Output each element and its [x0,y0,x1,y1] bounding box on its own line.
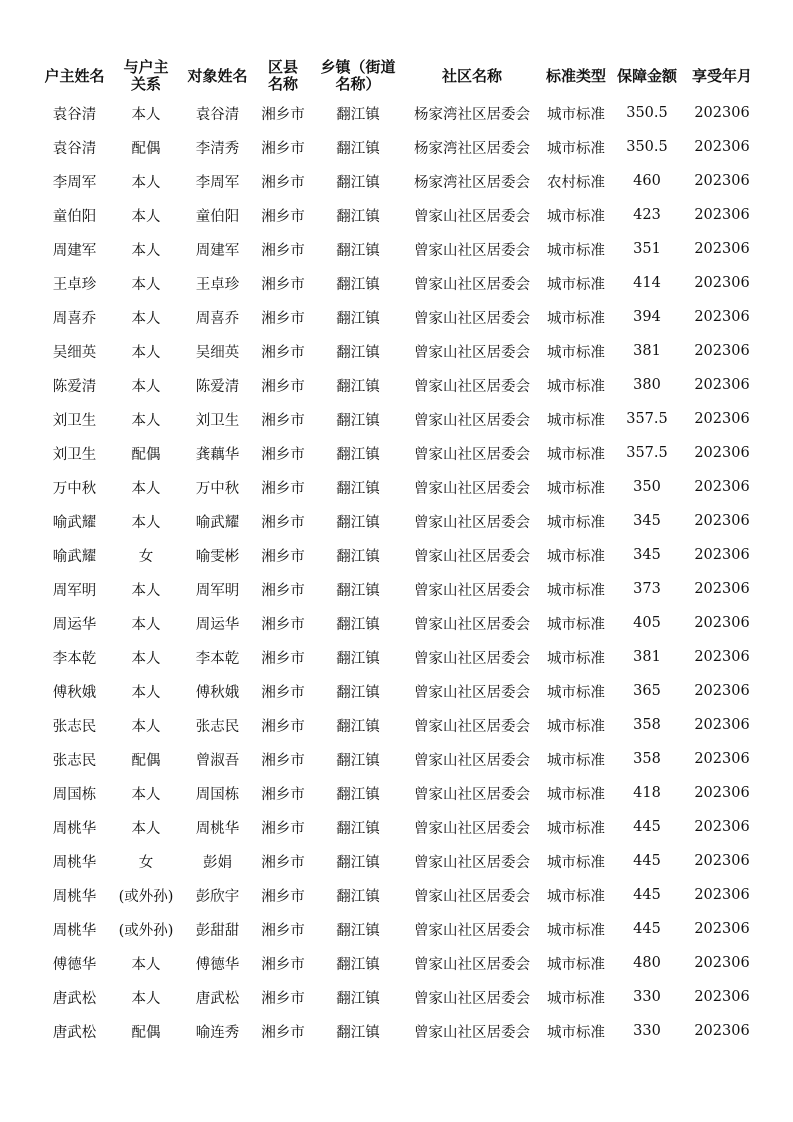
community-cell: 曾家山社区居委会 [414,650,530,667]
object-name-cell: 龚藕华 [195,446,240,463]
amount-cell: 330 [633,989,661,1005]
town-cell: 翻江镇 [336,582,380,599]
period-cell: 202306 [694,717,750,733]
owner-name-cell: 周运华 [52,616,97,633]
county-cell: 湘乡市 [261,378,305,395]
object-name-cell: 彭欣宇 [195,888,240,905]
owner-name-cell: 唐武松 [52,990,97,1007]
town-cell: 翻江镇 [336,480,380,497]
town-cell: 翻江镇 [336,548,380,565]
county-cell: 湘乡市 [261,276,305,293]
county-cell: 湘乡市 [261,310,305,327]
owner-name-cell: 傅德华 [52,956,97,973]
community-cell: 曾家山社区居委会 [414,718,530,735]
community-cell: 曾家山社区居委会 [414,820,530,837]
town-cell: 翻江镇 [336,140,380,157]
relation-cell: 配偶 [131,1024,161,1041]
standard-type-cell: 城市标准 [547,956,605,973]
town-cell: 翻江镇 [336,310,380,327]
period-cell: 202306 [694,887,750,903]
object-name-cell: 喻武耀 [195,514,240,531]
object-name-cell: 傅德华 [195,956,240,973]
community-cell: 曾家山社区居委会 [414,446,530,463]
standard-type-cell: 城市标准 [547,276,605,293]
period-cell: 202306 [694,309,750,325]
relation-cell: 本人 [131,174,161,191]
period-cell: 202306 [694,105,750,121]
owner-name-cell: 万中秋 [52,480,97,497]
standard-type-cell: 城市标准 [547,888,605,905]
standard-type-cell: 城市标准 [547,412,605,429]
county-cell: 湘乡市 [261,922,305,939]
owner-name-cell: 张志民 [52,718,97,735]
relation-cell: 配偶 [131,446,161,463]
amount-cell: 460 [633,173,661,189]
header-amount: 保障金额 [616,66,677,85]
period-cell: 202306 [694,751,750,767]
county-cell: 湘乡市 [261,480,305,497]
community-cell: 曾家山社区居委会 [414,922,530,939]
table-row [38,640,762,674]
community-cell: 曾家山社区居委会 [414,548,530,565]
county-cell: 湘乡市 [261,820,305,837]
relation-cell: 本人 [131,276,161,293]
owner-name-cell: 傅秋娥 [52,684,97,701]
period-cell: 202306 [694,513,750,529]
county-cell: 湘乡市 [261,208,305,225]
object-name-cell: 刘卫生 [195,412,240,429]
owner-name-cell: 刘卫生 [52,446,97,463]
header-community: 社区名称 [441,66,502,85]
relation-cell: 本人 [131,956,161,973]
object-name-cell: 李本乾 [195,650,240,667]
county-cell: 湘乡市 [261,854,305,871]
relation-cell: 本人 [131,514,161,531]
relation-cell: 本人 [131,378,161,395]
object-name-cell: 陈爱清 [195,378,240,395]
table-row [38,96,762,130]
relation-cell: 本人 [131,208,161,225]
table-row [38,232,762,266]
town-cell: 翻江镇 [336,446,380,463]
relation-cell: 本人 [131,684,161,701]
object-name-cell: 周运华 [195,616,240,633]
town-cell: 翻江镇 [336,718,380,735]
owner-name-cell: 张志民 [52,752,97,769]
community-cell: 曾家山社区居委会 [414,242,530,259]
relation-cell: 本人 [131,242,161,259]
object-name-cell: 喻连秀 [195,1024,240,1041]
community-cell: 曾家山社区居委会 [414,1024,530,1041]
amount-cell: 350.5 [626,139,668,155]
relation-cell: 本人 [131,412,161,429]
period-cell: 202306 [694,581,750,597]
town-cell: 翻江镇 [336,956,380,973]
town-cell: 翻江镇 [336,106,380,123]
amount-cell: 423 [633,207,661,223]
table-row [38,402,762,436]
object-name-cell: 周国栋 [195,786,240,803]
standard-type-cell: 城市标准 [547,684,605,701]
owner-name-cell: 喻武耀 [52,514,97,531]
owner-name-cell: 周桃华 [52,888,97,905]
amount-cell: 445 [633,921,661,937]
town-cell: 翻江镇 [336,378,380,395]
standard-type-cell: 城市标准 [547,242,605,259]
period-cell: 202306 [694,479,750,495]
period-cell: 202306 [694,377,750,393]
table-row [38,912,762,946]
object-name-cell: 傅秋娥 [195,684,240,701]
standard-type-cell: 城市标准 [547,310,605,327]
community-cell: 曾家山社区居委会 [414,752,530,769]
owner-name-cell: 袁谷清 [52,106,97,123]
relation-cell: 本人 [131,650,161,667]
county-cell: 湘乡市 [261,1024,305,1041]
period-cell: 202306 [694,683,750,699]
town-cell: 翻江镇 [336,684,380,701]
amount-cell: 405 [633,615,661,631]
period-cell: 202306 [694,343,750,359]
relation-cell: 本人 [131,310,161,327]
table-row [38,742,762,776]
owner-name-cell: 王卓珍 [52,276,97,293]
object-name-cell: 唐武松 [195,990,240,1007]
period-cell: 202306 [694,955,750,971]
amount-cell: 358 [633,717,661,733]
county-cell: 湘乡市 [261,548,305,565]
town-cell: 翻江镇 [336,514,380,531]
standard-type-cell: 农村标准 [547,174,605,191]
table-row [38,300,762,334]
table-body [38,96,762,1048]
community-cell: 曾家山社区居委会 [414,310,530,327]
community-cell: 曾家山社区居委会 [414,276,530,293]
amount-cell: 365 [633,683,661,699]
community-cell: 曾家山社区居委会 [414,990,530,1007]
town-cell: 翻江镇 [336,344,380,361]
county-cell: 湘乡市 [261,140,305,157]
amount-cell: 380 [633,377,661,393]
relation-cell: 本人 [131,820,161,837]
community-cell: 曾家山社区居委会 [414,514,530,531]
object-name-cell: 万中秋 [195,480,240,497]
community-cell: 曾家山社区居委会 [414,344,530,361]
period-cell: 202306 [694,989,750,1005]
period-cell: 202306 [694,785,750,801]
period-cell: 202306 [694,921,750,937]
amount-cell: 358 [633,751,661,767]
county-cell: 湘乡市 [261,412,305,429]
period-cell: 202306 [694,207,750,223]
period-cell: 202306 [694,649,750,665]
standard-type-cell: 城市标准 [547,378,605,395]
relation-cell: 女 [138,548,154,565]
header-town: 乡镇（街道名称） [320,58,396,93]
community-cell: 杨家湾社区居委会 [414,106,530,123]
owner-name-cell: 李周军 [52,174,97,191]
amount-cell: 350.5 [626,105,668,121]
relation-cell: 本人 [131,344,161,361]
county-cell: 湘乡市 [261,174,305,191]
relation-cell: 本人 [131,106,161,123]
town-cell: 翻江镇 [336,208,380,225]
object-name-cell: 童伯阳 [195,208,240,225]
table-row [38,810,762,844]
town-cell: 翻江镇 [336,990,380,1007]
owner-name-cell: 周桃华 [52,854,97,871]
standard-type-cell: 城市标准 [547,582,605,599]
town-cell: 翻江镇 [336,786,380,803]
table-row [38,164,762,198]
community-cell: 杨家湾社区居委会 [414,140,530,157]
table-row [38,504,762,538]
town-cell: 翻江镇 [336,242,380,259]
standard-type-cell: 城市标准 [547,514,605,531]
period-cell: 202306 [694,173,750,189]
county-cell: 湘乡市 [261,616,305,633]
table-row [38,572,762,606]
amount-cell: 330 [633,1023,661,1039]
relation-cell: 本人 [131,616,161,633]
town-cell: 翻江镇 [336,412,380,429]
object-name-cell: 周喜乔 [195,310,240,327]
standard-type-cell: 城市标准 [547,208,605,225]
header-relation: 与户主关系 [123,58,169,93]
relation-cell: 本人 [131,786,161,803]
standard-type-cell: 城市标准 [547,616,605,633]
county-cell: 湘乡市 [261,582,305,599]
header-period: 享受年月 [691,66,752,85]
table-row [38,980,762,1014]
relation-cell: 本人 [131,718,161,735]
owner-name-cell: 周桃华 [52,922,97,939]
standard-type-cell: 城市标准 [547,752,605,769]
object-name-cell: 周桃华 [195,820,240,837]
standard-type-cell: 城市标准 [547,922,605,939]
standard-type-cell: 城市标准 [547,140,605,157]
amount-cell: 350 [633,479,661,495]
owner-name-cell: 周军明 [52,582,97,599]
owner-name-cell: 周国栋 [52,786,97,803]
table-row [38,606,762,640]
community-cell: 曾家山社区居委会 [414,684,530,701]
object-name-cell: 周建军 [195,242,240,259]
amount-cell: 418 [633,785,661,801]
town-cell: 翻江镇 [336,650,380,667]
county-cell: 湘乡市 [261,242,305,259]
county-cell: 湘乡市 [261,990,305,1007]
owner-name-cell: 周建军 [52,242,97,259]
period-cell: 202306 [694,1023,750,1039]
amount-cell: 445 [633,819,661,835]
amount-cell: 381 [633,343,661,359]
community-cell: 曾家山社区居委会 [414,480,530,497]
county-cell: 湘乡市 [261,752,305,769]
town-cell: 翻江镇 [336,276,380,293]
community-cell: 曾家山社区居委会 [414,616,530,633]
standard-type-cell: 城市标准 [547,854,605,871]
period-cell: 202306 [694,241,750,257]
standard-type-cell: 城市标准 [547,786,605,803]
relation-cell: 本人 [131,480,161,497]
community-cell: 曾家山社区居委会 [414,208,530,225]
town-cell: 翻江镇 [336,820,380,837]
period-cell: 202306 [694,275,750,291]
relation-cell: (或外孙) [118,922,174,939]
standard-type-cell: 城市标准 [547,718,605,735]
period-cell: 202306 [694,853,750,869]
table-row [38,470,762,504]
table-row [38,538,762,572]
standard-type-cell: 城市标准 [547,820,605,837]
header-standard-type: 标准类型 [545,66,606,85]
object-name-cell: 彭娟 [203,854,232,871]
standard-type-cell: 城市标准 [547,1024,605,1041]
county-cell: 湘乡市 [261,888,305,905]
amount-cell: 357.5 [626,445,668,461]
amount-cell: 414 [633,275,661,291]
community-cell: 曾家山社区居委会 [414,412,530,429]
amount-cell: 445 [633,853,661,869]
header-object-name: 对象姓名 [187,66,248,85]
amount-cell: 381 [633,649,661,665]
relation-cell: 女 [138,854,154,871]
table-row [38,708,762,742]
table-row [38,776,762,810]
amount-cell: 357.5 [626,411,668,427]
object-name-cell: 喻雯彬 [195,548,240,565]
table-header-row [38,56,762,96]
community-cell: 曾家山社区居委会 [414,888,530,905]
owner-name-cell: 童伯阳 [52,208,97,225]
amount-cell: 345 [633,513,661,529]
owner-name-cell: 周桃华 [52,820,97,837]
object-name-cell: 袁谷清 [195,106,240,123]
table-row [38,368,762,402]
amount-cell: 373 [633,581,661,597]
owner-name-cell: 刘卫生 [52,412,97,429]
community-cell: 曾家山社区居委会 [414,582,530,599]
town-cell: 翻江镇 [336,752,380,769]
period-cell: 202306 [694,819,750,835]
community-cell: 曾家山社区居委会 [414,854,530,871]
header-owner-name: 户主姓名 [44,66,105,85]
town-cell: 翻江镇 [336,922,380,939]
table-row [38,198,762,232]
community-cell: 曾家山社区居委会 [414,956,530,973]
owner-name-cell: 陈爱清 [52,378,97,395]
community-cell: 曾家山社区居委会 [414,378,530,395]
county-cell: 湘乡市 [261,956,305,973]
relation-cell: 配偶 [131,140,161,157]
table-row [38,674,762,708]
county-cell: 湘乡市 [261,786,305,803]
county-cell: 湘乡市 [261,106,305,123]
object-name-cell: 张志民 [195,718,240,735]
object-name-cell: 周军明 [195,582,240,599]
county-cell: 湘乡市 [261,446,305,463]
community-cell: 杨家湾社区居委会 [414,174,530,191]
county-cell: 湘乡市 [261,718,305,735]
period-cell: 202306 [694,547,750,563]
community-cell: 曾家山社区居委会 [414,786,530,803]
county-cell: 湘乡市 [261,684,305,701]
owner-name-cell: 唐武松 [52,1024,97,1041]
county-cell: 湘乡市 [261,344,305,361]
header-county: 区县名称 [267,58,298,93]
amount-cell: 480 [633,955,661,971]
object-name-cell: 彭甜甜 [195,922,240,939]
town-cell: 翻江镇 [336,854,380,871]
amount-cell: 345 [633,547,661,563]
standard-type-cell: 城市标准 [547,446,605,463]
table-row [38,878,762,912]
table-row [38,1014,762,1048]
standard-type-cell: 城市标准 [547,480,605,497]
object-name-cell: 王卓珍 [195,276,240,293]
amount-cell: 445 [633,887,661,903]
owner-name-cell: 吴细英 [52,344,97,361]
period-cell: 202306 [694,615,750,631]
relation-cell: 配偶 [131,752,161,769]
county-cell: 湘乡市 [261,514,305,531]
object-name-cell: 李周军 [195,174,240,191]
standard-type-cell: 城市标准 [547,650,605,667]
amount-cell: 351 [633,241,661,257]
amount-cell: 394 [633,309,661,325]
town-cell: 翻江镇 [336,1024,380,1041]
relation-cell: (或外孙) [118,888,174,905]
table-row [38,844,762,878]
town-cell: 翻江镇 [336,174,380,191]
owner-name-cell: 喻武耀 [52,548,97,565]
table-row [38,946,762,980]
period-cell: 202306 [694,139,750,155]
owner-name-cell: 李本乾 [52,650,97,667]
table-row [38,130,762,164]
subsidy-table [38,56,762,1048]
object-name-cell: 吴细英 [195,344,240,361]
standard-type-cell: 城市标准 [547,990,605,1007]
object-name-cell: 李清秀 [195,140,240,157]
county-cell: 湘乡市 [261,650,305,667]
owner-name-cell: 周喜乔 [52,310,97,327]
owner-name-cell: 袁谷清 [52,140,97,157]
relation-cell: 本人 [131,990,161,1007]
town-cell: 翻江镇 [336,616,380,633]
town-cell: 翻江镇 [336,888,380,905]
table-row [38,436,762,470]
table-row [38,334,762,368]
table-row [38,266,762,300]
relation-cell: 本人 [131,582,161,599]
standard-type-cell: 城市标准 [547,344,605,361]
standard-type-cell: 城市标准 [547,106,605,123]
period-cell: 202306 [694,411,750,427]
object-name-cell: 曾淑吾 [195,752,240,769]
period-cell: 202306 [694,445,750,461]
standard-type-cell: 城市标准 [547,548,605,565]
